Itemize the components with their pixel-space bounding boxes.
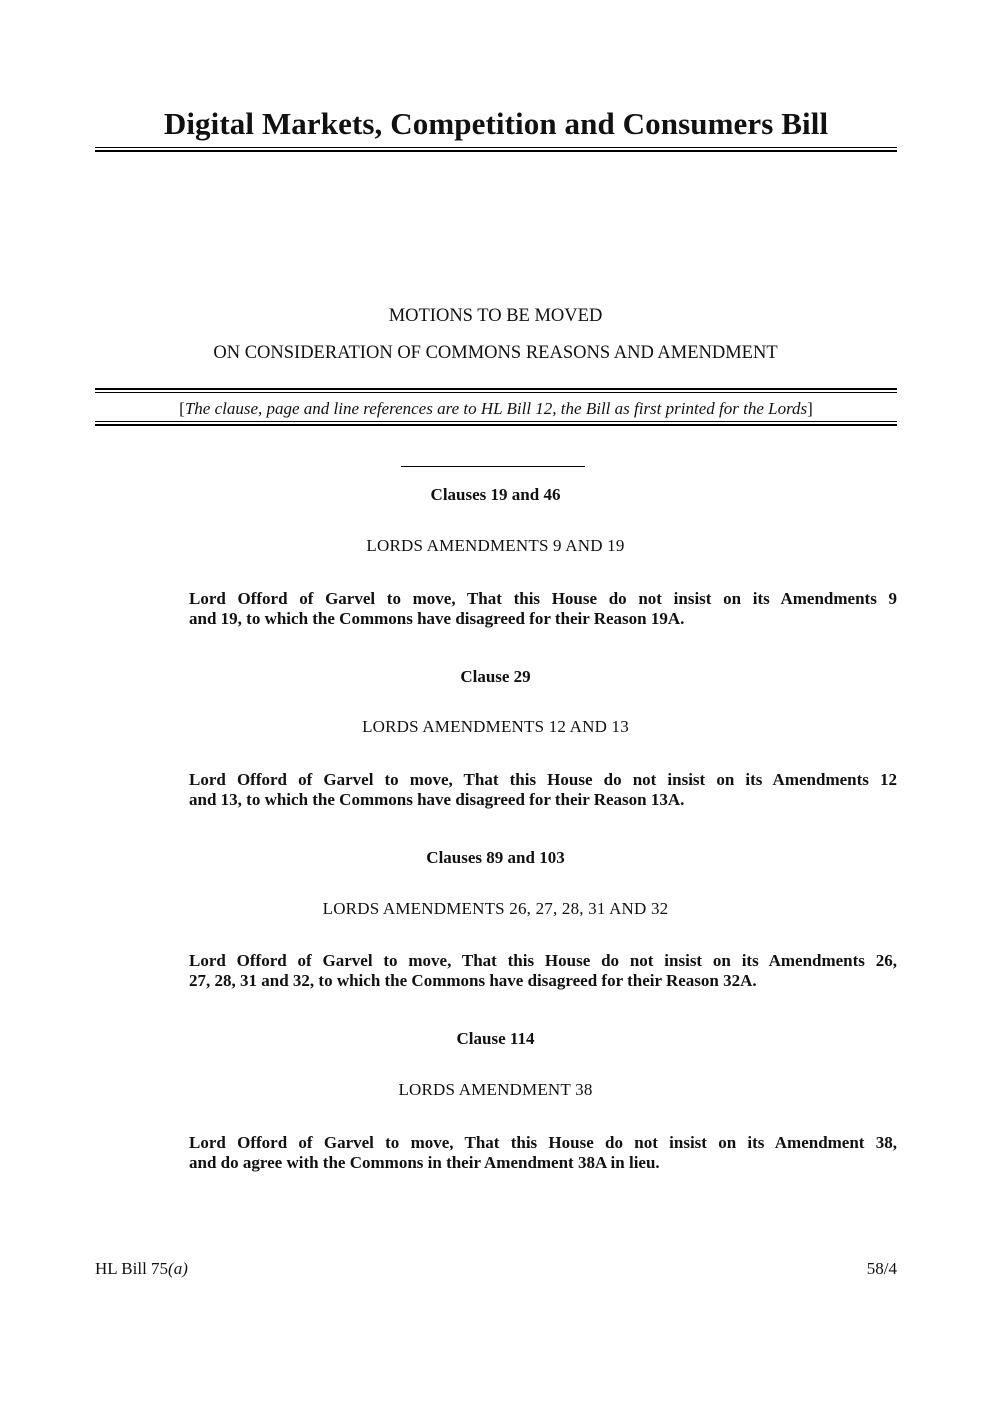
clause-heading: Clauses 19 and 46 bbox=[430, 485, 561, 504]
motion-line-2: and do agree with the Commons in their Amendment 38A in lieu. bbox=[189, 1153, 660, 1172]
reference-note-text: The clause, page and line references are to HL Bill 12, the Bill as first printed for the Lords bbox=[184, 399, 808, 418]
amendments-label: LORDS AMENDMENTS 9 AND 19 bbox=[366, 536, 625, 555]
section-divider bbox=[401, 466, 585, 467]
motion-text bbox=[189, 951, 897, 991]
amendments-label: LORDS AMENDMENT 38 bbox=[398, 1080, 593, 1099]
reference-open-bracket: [ bbox=[179, 399, 185, 418]
motion-line-1: Lord Offord of Garvel to move, That this House do not insist on its Amendment 38, bbox=[189, 1133, 897, 1152]
bill-number-suffix: (a) bbox=[168, 1259, 188, 1278]
motion-text bbox=[189, 589, 897, 629]
subtitle-consideration: ON CONSIDERATION OF COMMONS REASONS AND AMENDMENT bbox=[213, 343, 778, 363]
amendments-label: LORDS AMENDMENTS 26, 27, 28, 31 AND 32 bbox=[322, 899, 669, 918]
amendments-label: LORDS AMENDMENTS 12 AND 13 bbox=[362, 717, 629, 736]
motion-text bbox=[189, 770, 897, 810]
title-double-rule bbox=[95, 147, 897, 152]
motion-text bbox=[189, 1133, 897, 1173]
clause-heading: Clause 114 bbox=[456, 1029, 535, 1048]
motion-line-1: Lord Offord of Garvel to move, That this House do not insist on its Amendments 26, bbox=[189, 951, 897, 970]
motion-line-1: Lord Offord of Garvel to move, That this House do not insist on its Amendments 9 bbox=[189, 589, 897, 608]
page-code: 58/4 bbox=[866, 1259, 897, 1278]
document-title: Digital Markets, Competition and Consumers Bill bbox=[163, 106, 829, 141]
bill-number-prefix: HL Bill 75 bbox=[95, 1259, 169, 1278]
bill-number bbox=[95, 1259, 188, 1279]
motion-line-2: and 19, to which the Commons have disagreed for their Reason 19A. bbox=[189, 609, 685, 628]
motion-line-2: 27, 28, 31 and 32, to which the Commons have disagreed for their Reason 32A. bbox=[189, 971, 757, 990]
clause-heading: Clauses 89 and 103 bbox=[426, 848, 565, 867]
subtitle-motions: MOTIONS TO BE MOVED bbox=[388, 306, 603, 326]
clause-heading: Clause 29 bbox=[460, 667, 531, 686]
reference-bottom-rule bbox=[95, 421, 897, 426]
reference-close-bracket: ] bbox=[807, 399, 813, 418]
reference-top-rule bbox=[95, 388, 897, 393]
reference-note bbox=[95, 399, 897, 419]
motion-line-1: Lord Offord of Garvel to move, That this House do not insist on its Amendments 12 bbox=[189, 770, 897, 789]
motion-line-2: and 13, to which the Commons have disagreed for their Reason 13A. bbox=[189, 790, 685, 809]
